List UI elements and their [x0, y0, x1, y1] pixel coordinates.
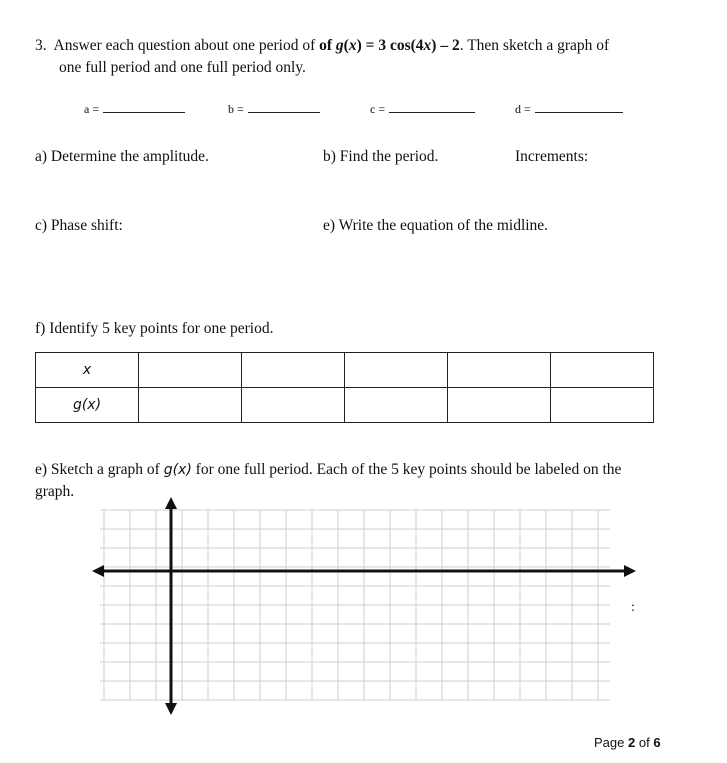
table-header-x: x [36, 353, 139, 388]
part-b: b) Find the period. [323, 148, 439, 165]
table-cell[interactable] [551, 388, 654, 423]
question-number: 3. [35, 37, 47, 54]
blank-b: b = [228, 100, 320, 118]
x-axis-right-arrow [624, 565, 636, 577]
part-f: f) Identify 5 key points for one period. [35, 320, 274, 337]
table-cell[interactable] [345, 388, 448, 423]
question-intro: Answer each question about one period of [53, 37, 316, 54]
part-c: c) Phase shift: [35, 217, 123, 234]
part-e-midline: e) Write the equation of the midline. [323, 217, 549, 234]
blank-c-line[interactable] [389, 100, 475, 113]
increments-label: Increments: [515, 148, 589, 165]
x-axis-left-arrow [92, 565, 104, 577]
table-cell[interactable] [139, 388, 242, 423]
question-tail: . Then sketch a graph of [459, 37, 610, 54]
blank-d-line[interactable] [535, 100, 623, 113]
y-axis-top-arrow [165, 497, 177, 509]
table-row [36, 388, 654, 423]
blank-d: d = [515, 100, 623, 118]
blank-a-line[interactable] [103, 100, 185, 113]
table-cell[interactable] [242, 353, 345, 388]
page-footer: Page 2 of 6 [594, 735, 661, 750]
grid-lines [100, 510, 610, 700]
table-cell[interactable] [448, 388, 551, 423]
blank-b-line[interactable] [248, 100, 320, 113]
table-cell[interactable] [551, 353, 654, 388]
blank-c: c = [370, 100, 475, 118]
graph-edge-mark: : [631, 600, 635, 615]
table-cell[interactable] [139, 353, 242, 388]
graph-grid[interactable] [90, 495, 650, 720]
sketch-prompt-line-1: e) Sketch a graph of g(x) for one full period. Each of the 5 key points should be labeled on the [35, 461, 622, 478]
table-cell[interactable] [345, 353, 448, 388]
question-line-1 [35, 35, 609, 57]
blank-a: a = [84, 100, 185, 118]
y-axis-bottom-arrow [165, 703, 177, 715]
key-points-table [35, 352, 654, 423]
table-cell[interactable] [448, 353, 551, 388]
question-line-2: one full period and one full period only. [59, 59, 306, 76]
table-cell[interactable] [242, 388, 345, 423]
part-a: a) Determine the amplitude. [35, 148, 209, 165]
table-row [36, 353, 654, 388]
table-header-gx: g(x) [36, 388, 139, 423]
equation: of g(x) = 3 cos(4x) – 2 [319, 37, 460, 54]
sketch-prompt-line-2: graph. [35, 483, 75, 500]
